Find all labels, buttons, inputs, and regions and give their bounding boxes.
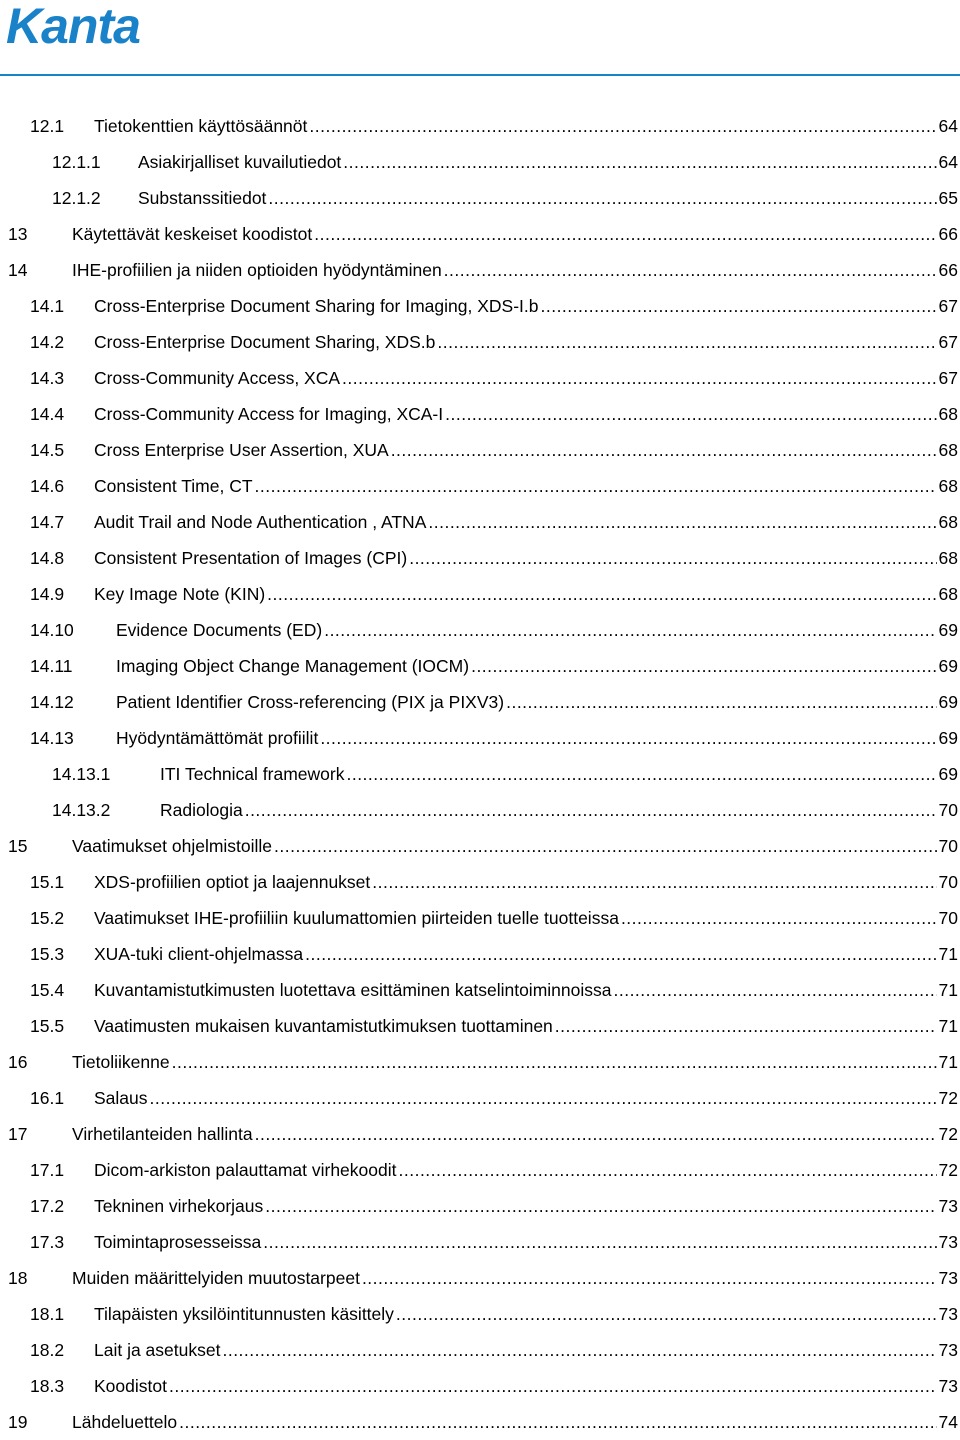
toc-dot-leader: [399, 1152, 937, 1188]
toc-entry-line: [72, 1116, 958, 1152]
toc-entry-title: Substanssitiedot: [138, 188, 267, 208]
toc-entry-line: [94, 540, 958, 576]
toc-entry-page-number: 71: [938, 980, 958, 1000]
toc-entry-number: 15.5: [30, 1016, 65, 1036]
toc-entry-line: [160, 756, 958, 792]
toc-dot-leader: [444, 252, 937, 288]
toc-entry-number: 12.1.1: [52, 152, 101, 172]
toc-entry-title: IHE-profiilien ja niiden optioiden hyödyntäminen: [72, 260, 442, 280]
toc-entry-number: 17.3: [30, 1232, 65, 1252]
toc-entry-page-number: 71: [938, 944, 958, 964]
toc-entry-number: 15.4: [30, 980, 65, 1000]
toc-entry-page-number: 68: [938, 440, 958, 460]
toc-entry[interactable]: [0, 324, 958, 360]
toc-entry-line: [94, 936, 958, 972]
toc-dot-leader: [324, 612, 936, 648]
toc-entry-page-number: 72: [938, 1088, 958, 1108]
toc-entry[interactable]: [0, 504, 958, 540]
toc-entry-line: [94, 900, 958, 936]
toc-dot-leader: [305, 936, 936, 972]
toc-entry-title: Cross-Enterprise Document Sharing, XDS.b: [94, 332, 436, 352]
toc-entry-number: 15.1: [30, 872, 65, 892]
toc-entry-page-number: 73: [938, 1304, 958, 1324]
toc-entry-page-number: 73: [938, 1196, 958, 1216]
toc-entry-number: 15.2: [30, 908, 65, 928]
toc-dot-leader: [621, 900, 937, 936]
toc-entry[interactable]: [0, 1008, 958, 1044]
toc-dot-leader: [169, 1368, 937, 1404]
toc-entry-page-number: 68: [938, 584, 958, 604]
toc-entry[interactable]: [0, 288, 958, 324]
toc-entry-line: [94, 396, 958, 432]
toc-entry[interactable]: [0, 684, 958, 720]
toc-entry[interactable]: [0, 1044, 958, 1080]
toc-entry-number: 14.5: [30, 440, 65, 460]
toc-dot-leader: [409, 540, 936, 576]
toc-entry[interactable]: [0, 900, 958, 936]
toc-entry-line: [72, 216, 958, 252]
toc-entry[interactable]: [0, 1368, 958, 1404]
toc-entry-line: [72, 1260, 958, 1296]
toc-dot-leader: [506, 684, 936, 720]
toc-entry-page-number: 69: [938, 620, 958, 640]
toc-entry-number: 14.12: [30, 692, 74, 712]
toc-entry-title: Consistent Time, CT: [94, 476, 253, 496]
toc-entry-title: Audit Trail and Node Authentication , ATNA: [94, 512, 427, 532]
toc-dot-leader: [179, 1404, 936, 1440]
toc-dot-leader: [255, 468, 937, 504]
toc-entry-page-number: 71: [938, 1052, 958, 1072]
toc-entry-page-number: 66: [938, 224, 958, 244]
toc-entry-title: Toimintaprosesseissa: [94, 1232, 262, 1252]
toc-entry-number: 14.3: [30, 368, 65, 388]
toc-entry-page-number: 68: [938, 476, 958, 496]
toc-entry-title: Vaatimukset IHE-profiiliin kuulumattomien piirteiden tuelle tuotteissa: [94, 908, 619, 928]
toc-entry-line: [138, 144, 958, 180]
toc-entry-title: Koodistot: [94, 1376, 167, 1396]
toc-entry-page-number: 73: [938, 1376, 958, 1396]
toc-entry[interactable]: [0, 648, 958, 684]
toc-entry-line: [94, 1224, 958, 1260]
toc-entry-page-number: 67: [938, 368, 958, 388]
toc-entry-line: [94, 108, 958, 144]
toc-entry-page-number: 65: [938, 188, 958, 208]
toc-entry-line: [94, 468, 958, 504]
toc-entry-page-number: 70: [938, 908, 958, 928]
toc-dot-leader: [245, 792, 937, 828]
toc-entry-number: 16.1: [30, 1088, 65, 1108]
toc-entry-number: 14.7: [30, 512, 65, 532]
toc-entry-line: [94, 1080, 958, 1116]
toc-entry-line: [94, 1188, 958, 1224]
toc-entry-number: 19: [8, 1412, 28, 1432]
toc-entry[interactable]: [0, 576, 958, 612]
toc-entry-title: Tietoliikenne: [72, 1052, 170, 1072]
toc-entry-title: Vaatimukset ohjelmistoille: [72, 836, 273, 856]
toc-entry[interactable]: [0, 468, 958, 504]
toc-entry-line: [94, 972, 958, 1008]
toc-entry[interactable]: [0, 720, 958, 756]
toc-entry-page-number: 67: [938, 332, 958, 352]
toc-entry-title: Cross-Enterprise Document Sharing for Imaging, XDS-I.b: [94, 296, 539, 316]
toc-entry[interactable]: [0, 1188, 958, 1224]
toc-entry-number: 17.2: [30, 1196, 65, 1216]
toc-entry-page-number: 69: [938, 692, 958, 712]
toc-entry[interactable]: [0, 1152, 958, 1188]
toc-entry[interactable]: [0, 612, 958, 648]
toc-entry-number: 18.1: [30, 1304, 65, 1324]
toc-entry-page-number: 71: [938, 1016, 958, 1036]
toc-entry-number: 18: [8, 1268, 28, 1288]
toc-entry[interactable]: [0, 360, 958, 396]
toc-entry-title: Patient Identifier Cross-referencing (PIX ja PIXV3): [116, 692, 505, 712]
toc-entry-number: 14.13: [30, 728, 74, 748]
toc-entry-line: [72, 1044, 958, 1080]
toc-entry[interactable]: [0, 252, 958, 288]
toc-entry-page-number: 68: [938, 404, 958, 424]
toc-dot-leader: [172, 1044, 937, 1080]
toc-entry-number: 14.8: [30, 548, 65, 568]
toc-entry-title: Vaatimusten mukaisen kuvantamistutkimuksen tuottaminen: [94, 1016, 553, 1036]
toc-entry-number: 14.13.2: [52, 800, 111, 820]
toc-dot-leader: [428, 504, 936, 540]
toc-entry-number: 13: [8, 224, 28, 244]
toc-entry[interactable]: [0, 396, 958, 432]
toc-entry[interactable]: [0, 1332, 958, 1368]
toc-dot-leader: [320, 720, 936, 756]
toc-entry-line: [94, 360, 958, 396]
toc-entry[interactable]: [0, 936, 958, 972]
toc-entry[interactable]: [0, 540, 958, 576]
toc-entry[interactable]: [0, 972, 958, 1008]
toc-dot-leader: [540, 288, 936, 324]
toc-entry-number: 15: [8, 836, 28, 856]
toc-entry-page-number: 67: [938, 296, 958, 316]
toc-entry-title: Consistent Presentation of Images (CPI): [94, 548, 408, 568]
toc-dot-leader: [222, 1332, 936, 1368]
toc-entry-line: [94, 1332, 958, 1368]
toc-entry-title: Virhetilanteiden hallinta: [72, 1124, 253, 1144]
toc-entry-number: 14.9: [30, 584, 65, 604]
toc-entry-page-number: 69: [938, 764, 958, 784]
toc-entry-page-number: 68: [938, 512, 958, 532]
toc-entry-line: [94, 1152, 958, 1188]
toc-entry[interactable]: [0, 180, 958, 216]
toc-entry-line: [72, 828, 958, 864]
toc-entry-line: [94, 504, 958, 540]
toc-entry[interactable]: [0, 864, 958, 900]
toc-entry-page-number: 72: [938, 1160, 958, 1180]
toc-dot-leader: [150, 1080, 937, 1116]
toc-entry-title: Salaus: [94, 1088, 148, 1108]
toc-entry-line: [160, 792, 958, 828]
toc-entry-title: Imaging Object Change Management (IOCM): [116, 656, 470, 676]
toc-entry[interactable]: [0, 216, 958, 252]
toc-entry-number: 14: [8, 260, 28, 280]
toc-entry-line: [94, 576, 958, 612]
toc-dot-leader: [471, 648, 936, 684]
toc-entry[interactable]: [0, 432, 958, 468]
toc-entry-title: Dicom-arkiston palauttamat virhekoodit: [94, 1160, 397, 1180]
toc-entry-title: ITI Technical framework: [160, 764, 345, 784]
toc-entry-number: 14.2: [30, 332, 65, 352]
toc-entry-page-number: 73: [938, 1232, 958, 1252]
toc-entry[interactable]: [0, 1080, 958, 1116]
toc-entry-line: [94, 432, 958, 468]
toc-entry-line: [94, 1368, 958, 1404]
toc-entry[interactable]: [0, 1116, 958, 1152]
toc-entry-line: [116, 684, 958, 720]
toc-dot-leader: [314, 216, 936, 252]
toc-entry-number: 14.4: [30, 404, 65, 424]
toc-entry-line: [94, 1008, 958, 1044]
toc-entry-number: 12.1.2: [52, 188, 101, 208]
toc-entry-line: [116, 612, 958, 648]
toc-entry-number: 14.10: [30, 620, 74, 640]
toc-entry-title: XDS-profiilien optiot ja laajennukset: [94, 872, 371, 892]
toc-entry[interactable]: [0, 1260, 958, 1296]
toc-dot-leader: [437, 324, 936, 360]
kanta-logo-mark: [6, 0, 186, 52]
toc-entry-number: 12.1: [30, 116, 65, 136]
toc-entry-line: [94, 864, 958, 900]
toc-entry-title: Muiden määrittelyiden muutostarpeet: [72, 1268, 360, 1288]
toc-entry-title: Tekninen virhekorjaus: [94, 1196, 264, 1216]
toc-entry-title: Radiologia: [160, 800, 243, 820]
toc-dot-leader: [342, 360, 937, 396]
toc-entry-title: Tilapäisten yksilöintitunnusten käsittely: [94, 1304, 394, 1324]
toc-entry[interactable]: [0, 1296, 958, 1332]
toc-entry[interactable]: [0, 1224, 958, 1260]
toc-dot-leader: [274, 828, 936, 864]
toc-entry-number: 14.1: [30, 296, 65, 316]
toc-dot-leader: [263, 1224, 936, 1260]
toc-entry-number: 17: [8, 1124, 28, 1144]
toc-dot-leader: [267, 576, 936, 612]
toc-entry-title: Kuvantamistutkimusten luotettava esittäminen katselintoiminnoissa: [94, 980, 612, 1000]
toc-entry-number: 14.11: [30, 656, 73, 676]
toc-entry[interactable]: [0, 792, 958, 828]
toc-entry-line: [94, 324, 958, 360]
toc-entry-line: [138, 180, 958, 216]
toc-entry-number: 18.3: [30, 1376, 65, 1396]
toc-entry-title: Cross-Community Access for Imaging, XCA-I: [94, 404, 444, 424]
toc-entry[interactable]: [0, 756, 958, 792]
toc-entry-title: Tietokenttien käyttösäännöt: [94, 116, 308, 136]
toc-entry-page-number: 64: [938, 152, 958, 172]
toc-entry-title: Cross-Community Access, XCA: [94, 368, 341, 388]
toc-entry-line: [72, 1404, 958, 1440]
toc-entry-number: 16: [8, 1052, 28, 1072]
toc-entry-title: Asiakirjalliset kuvailutiedot: [138, 152, 342, 172]
toc-entry-line: [116, 648, 958, 684]
toc-dot-leader: [309, 108, 936, 144]
toc-dot-leader: [346, 756, 936, 792]
header-divider: [0, 74, 960, 76]
toc-entry-title: Cross Enterprise User Assertion, XUA: [94, 440, 389, 460]
toc-dot-leader: [445, 396, 936, 432]
toc-entry[interactable]: [0, 108, 958, 144]
toc-entry-number: 15.3: [30, 944, 65, 964]
toc-entry-number: 17.1: [30, 1160, 65, 1180]
toc-entry-line: [94, 288, 958, 324]
toc-entry-number: 18.2: [30, 1340, 65, 1360]
toc-entry-title: Käytettävät keskeiset koodistot: [72, 224, 313, 244]
toc-dot-leader: [255, 1116, 937, 1152]
toc-entry-title: Key Image Note (KIN): [94, 584, 266, 604]
toc-dot-leader: [362, 1260, 937, 1296]
toc-entry-page-number: 74: [938, 1412, 958, 1432]
toc-entry-title: Evidence Documents (ED): [116, 620, 323, 640]
toc-entry-number: 14.13.1: [52, 764, 111, 784]
toc-dot-leader: [372, 864, 936, 900]
toc-entry-page-number: 73: [938, 1268, 958, 1288]
toc-dot-leader: [396, 1296, 937, 1332]
toc-entry-title: Lait ja asetukset: [94, 1340, 221, 1360]
toc-entry-line: [72, 252, 958, 288]
toc-entry[interactable]: [0, 1404, 958, 1440]
toc-entry-title: XUA-tuki client-ohjelmassa: [94, 944, 304, 964]
toc-entry-page-number: 69: [938, 656, 958, 676]
toc-dot-leader: [555, 1008, 937, 1044]
toc-entry-line: [94, 1296, 958, 1332]
toc-dot-leader: [268, 180, 936, 216]
toc-entry-page-number: 70: [938, 800, 958, 820]
toc-entry-page-number: 70: [938, 836, 958, 856]
toc-dot-leader: [391, 432, 937, 468]
toc-dot-leader: [265, 1188, 936, 1224]
toc-entry-page-number: 64: [938, 116, 958, 136]
toc-entry-page-number: 72: [938, 1124, 958, 1144]
toc-entry-number: 14.6: [30, 476, 65, 496]
toc-entry-title: Lähdeluettelo: [72, 1412, 178, 1432]
toc-entry-page-number: 69: [938, 728, 958, 748]
toc-entry-page-number: 66: [938, 260, 958, 280]
toc-entry-page-number: 68: [938, 548, 958, 568]
toc-dot-leader: [613, 972, 936, 1008]
toc-entry-page-number: 73: [938, 1340, 958, 1360]
toc-entry-title: Hyödyntämättömät profiilit: [116, 728, 319, 748]
toc-entry[interactable]: [0, 828, 958, 864]
toc-entry-line: [116, 720, 958, 756]
toc-entry-page-number: 70: [938, 872, 958, 892]
kanta-logo-text: Kanta: [6, 0, 140, 52]
toc-entry[interactable]: [0, 144, 958, 180]
toc-dot-leader: [343, 144, 936, 180]
kanta-logo: [6, 0, 186, 52]
